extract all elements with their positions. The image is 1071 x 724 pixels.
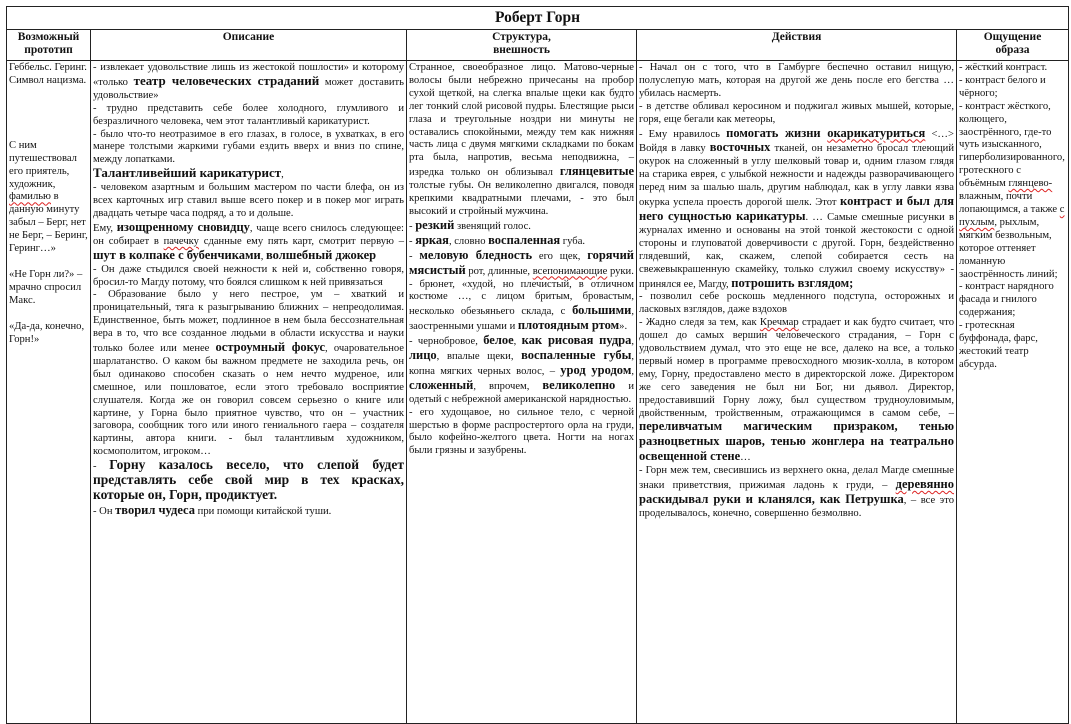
paragraph-spacer bbox=[9, 308, 88, 321]
paragraph bbox=[9, 140, 88, 256]
emphasis-text: как рисовая пудра bbox=[521, 333, 632, 348]
text-run: - чернобровое, bbox=[409, 336, 484, 348]
header-label-line: Описание bbox=[222, 31, 275, 43]
text-run: , чаще всего снилось следующее: он собирает в bbox=[93, 222, 404, 247]
paragraph bbox=[93, 167, 404, 182]
text-run: и одетый с небрежной американской нарядностью. bbox=[409, 380, 634, 405]
paragraph bbox=[9, 62, 88, 88]
text-run: - Начал он с того, что в Гамбурге беспечно оставил нищую, полуслепую мать, которая на другой же день после его бегства … убилась насмерть. bbox=[639, 62, 954, 99]
text-run: - контраст белого и чёрного; bbox=[959, 74, 1046, 99]
text-run: , bbox=[281, 169, 284, 181]
header-label-line: образа bbox=[995, 44, 1030, 56]
header-label-line: прототип bbox=[24, 44, 73, 56]
spellcheck-flagged-text: с пухлым bbox=[959, 203, 1065, 228]
text-run: - гротескная буффонада, фарс, жестокий театр абсурда. bbox=[959, 320, 1038, 370]
text-run: - позволил себе роскошь медленного подступа, осторожных и ласковых взглядов, даже вздохов bbox=[639, 291, 954, 316]
text-run: Геббельс. Геринг. Символ нацизма. bbox=[9, 62, 87, 86]
text-run: «Да-да, конечно, Горн!» bbox=[9, 320, 85, 345]
text-run: . … Самые смешные рисунки в журналах именно и основаны на этой тонкой жестокости с одной стороны и глуповатой доверчивости с другой. Горн, бездейственно глядевший, как, скажем, слепой собирается сесть на свежевыкрашенную скамейку, только служил своему искусству» - принялся ее, Магду, bbox=[639, 211, 954, 290]
text-run: , – все это проделывалось, конечно, совершенно безмолвно. bbox=[639, 495, 955, 519]
text-run: - трудно представить себе более холодного, глумливого и безразличного человека, чем этот талантливый карикатурист. bbox=[93, 102, 404, 127]
text-run: - контраст жёсткого, колющего, заострённого, где-то чуть изысканного, гиперболизированного, гротескного с объёмным bbox=[959, 100, 1065, 190]
text-run: , словно bbox=[448, 235, 489, 247]
paragraph bbox=[959, 75, 1066, 101]
text-run: рот, длинные, bbox=[465, 265, 533, 277]
cell-text bbox=[957, 61, 1068, 372]
emphasis-text: творил чудеса bbox=[115, 502, 195, 517]
text-run: - человеком азартным и большим мастером по части блефа, он из всех карточных игр ставил выше всего покер и в покер мог играть двадцать четыре часа подряд, а то и дольше. bbox=[93, 182, 404, 219]
emphasis-text: Горну казалось весело, что слепой будет представлять себе свой мир в тех красках, которые он, Горн, продиктует. bbox=[93, 457, 404, 502]
character-table bbox=[6, 6, 1069, 724]
emphasis-text: плотоядным ртом bbox=[517, 318, 620, 333]
paragraph-spacer bbox=[9, 256, 88, 269]
text-run: - bbox=[93, 461, 110, 473]
header-label-line: Действия bbox=[771, 31, 822, 43]
text-run: - в детстве обливал керосином и поджигал живых мышей, которые, горя, еще бегали как метеоры, bbox=[639, 100, 954, 125]
text-run: ». bbox=[619, 321, 628, 333]
text-run: «Не Горн ли?» – мрачно спросил Макс. bbox=[9, 268, 83, 306]
emphasis-text: воспаленная bbox=[488, 232, 561, 247]
text-run: С ним путешествовал его приятель, художник, bbox=[9, 139, 77, 190]
cell-text bbox=[407, 61, 636, 458]
text-run: тканей, он незаметно бросал тлеющий окурок на сложенный в углу шелковый товар и, одним глазом глядя на старика еврея, с улыбкой нежности и надежды разворачивающего перед ним за шалью шаль, другим наблюдал, как в углу лавки язва окурка успела проесть дорогой шелк. Этот bbox=[639, 143, 954, 209]
text-run: - его худощавое, но сильное тело, с черной шерстью в форме распростертого орла на груди, было кофейно-желтого цвета. Ногти на ногах были грязны и зазубрены. bbox=[409, 406, 634, 457]
emphasis-text: деревянно bbox=[895, 477, 954, 492]
header-description bbox=[91, 30, 407, 61]
text-run: - bbox=[409, 235, 416, 247]
emphasis-text: большими bbox=[572, 303, 632, 318]
cell-actions bbox=[637, 61, 957, 724]
emphasis-text: меловую бледность bbox=[419, 247, 533, 262]
paragraph bbox=[639, 317, 954, 465]
emphasis-text: горячий мясистый bbox=[409, 247, 634, 277]
paragraph bbox=[93, 504, 404, 519]
text-run: при помощи китайской туши. bbox=[195, 505, 332, 517]
text-run: , bbox=[631, 365, 634, 377]
paragraph bbox=[639, 127, 954, 292]
emphasis-text: Талантливейший карикатурист bbox=[93, 165, 282, 181]
text-run: - bbox=[409, 250, 420, 262]
header-label-line: внешность bbox=[493, 44, 550, 56]
emphasis-text: урод уродом bbox=[560, 362, 632, 377]
paragraph bbox=[959, 62, 1066, 75]
paragraph bbox=[93, 289, 404, 459]
text-run: , впалые щеки, bbox=[436, 351, 522, 363]
text-run: - брюнет, «худой, но плечистый, в отличном костюме …, с лицом бритым, бровастым, несколько обезьяньего склада, с bbox=[409, 278, 634, 318]
text-run: , заостренными ушами и bbox=[409, 306, 634, 333]
paragraph bbox=[959, 320, 1066, 372]
emphasis-text: великолепно bbox=[542, 377, 616, 392]
emphasis-text: помогать жизни bbox=[726, 125, 828, 140]
header-row bbox=[7, 30, 1069, 61]
text-run: - Ему нравилось bbox=[639, 128, 727, 140]
header-label-line: Структура, bbox=[492, 31, 551, 43]
text-run: <…> Войдя в лавку bbox=[639, 128, 954, 155]
emphasis-text: театр человеческих страданий bbox=[133, 72, 320, 88]
text-run: Ему, bbox=[93, 222, 117, 234]
text-run: , bbox=[260, 250, 266, 262]
paragraph bbox=[93, 264, 404, 290]
header-actions bbox=[637, 30, 957, 61]
paragraph bbox=[959, 281, 1066, 320]
emphasis-text: резкий bbox=[415, 217, 455, 232]
spellcheck-flagged-text: всепонимающие bbox=[532, 265, 608, 277]
cell-text bbox=[7, 61, 90, 347]
text-run: губа. bbox=[560, 235, 586, 247]
paragraph bbox=[639, 62, 954, 101]
text-run: толстые губы. Он великолепно двигался, поводя крепкими квадратными плечами, - это был высокий и стройный мужчина. bbox=[409, 180, 634, 217]
text-run: руки. bbox=[607, 265, 634, 277]
paragraph bbox=[639, 101, 954, 127]
header-structure-appearance bbox=[407, 30, 637, 61]
header-prototype bbox=[7, 30, 91, 61]
cell-structure-appearance bbox=[407, 61, 637, 724]
emphasis-text: переливчатым магическим призраком, тенью разноцветных шаров, тенью жонглера на театрально освещенной стене bbox=[639, 419, 954, 464]
cell-prototype bbox=[7, 61, 91, 724]
emphasis-text: окарикатуриться bbox=[827, 125, 926, 140]
text-run: страдает и как будто считает, что дошел до самых вершин человеческого страдания, – Горн с удовольствием думал, что это еще не все, далеко на все, а только первый номер в программе превосходного мюзик-холла, в котором ему, Горну, предоставлено место в директорской ложе. Директором же сего заведения не был ни Бог, ни дьявол. Директор, предоставивший Горну ложу, был существом трудноуловимым, двойственным, тройственным, отражающимся в самом себе, – bbox=[639, 317, 954, 419]
table-title: Роберт Горн bbox=[7, 7, 1069, 30]
cell-description bbox=[91, 61, 407, 724]
paragraph bbox=[959, 101, 1066, 282]
text-run: - жёсткий контраст. bbox=[959, 62, 1048, 73]
text-run: , bbox=[513, 336, 522, 348]
paragraph bbox=[409, 279, 634, 335]
emphasis-text: контраст и был для него сущностью карикатуры bbox=[639, 194, 954, 223]
emphasis-text: волшебный джокер bbox=[266, 247, 377, 262]
paragraph bbox=[409, 62, 634, 219]
text-run: в данную минуту забыл – Берг, нет не Берг, – Беринг, Геринг…» bbox=[9, 191, 88, 255]
text-run: , bbox=[631, 336, 635, 348]
emphasis-text: шут в колпаке с бубенчиками bbox=[93, 247, 261, 262]
spellcheck-flagged-text: фамилью bbox=[9, 191, 51, 203]
emphasis-text: белое bbox=[483, 333, 514, 348]
paragraph bbox=[409, 334, 634, 407]
emphasis-text: глянцевитые bbox=[559, 164, 634, 179]
emphasis-text: воспаленные губы bbox=[521, 348, 632, 363]
text-run: - Он даже стыдился своей нежности к ней и, собственно говоря, бросил-то Магду потому, что боялся слишком к ней привязаться bbox=[93, 263, 404, 288]
paragraph bbox=[93, 103, 404, 129]
paragraph-spacer bbox=[9, 88, 88, 140]
emphasis-text: восточных bbox=[709, 140, 771, 155]
text-run: , копна мягких черных волос, – bbox=[409, 351, 634, 377]
spellcheck-flagged-text: Кречмар bbox=[759, 317, 799, 329]
header-impression bbox=[957, 30, 1069, 61]
paragraph bbox=[93, 129, 404, 168]
text-run: - Жадно следя за тем, как bbox=[639, 317, 760, 329]
text-run: - Он bbox=[93, 505, 116, 517]
paragraph bbox=[93, 182, 404, 221]
text-run: - контраст нарядного фасада и гнилого содержания; bbox=[959, 281, 1054, 319]
text-run: , очаровательное шарлатанство. О каком бы важном предмете не заходила речь, он был одинаково способен сказать о нем нечто мудреное, или смешное, или пошловатое, если этого требовало восприятие слушателя. Когда же он говорил совсем серьезно о книге или картине, у Горна было приятное чувство, что он – участник заговора, сообщник того или иного гениального гаера – создателя картины, автора книги. - был талантливым художником, космополитом, игроком… bbox=[93, 343, 405, 458]
text-run: , рыхлым, мягким безвольным, которое оттеняет ломанную заострённость линий; bbox=[959, 216, 1058, 280]
emphasis-text: яркая bbox=[415, 232, 449, 247]
paragraph bbox=[9, 321, 88, 347]
cell-text bbox=[637, 61, 956, 521]
header-label-line: Возможный bbox=[17, 31, 80, 43]
text-run: - Образование было у него пестрое, ум – хваткий и проницательный, тяга к разыгрыванию ближних – непреодолимая. Единственное, быть может, подлинное в нем была бессознательная вера в то, что все созданное людьми в области искусства и науки только более или менее bbox=[93, 289, 404, 355]
paragraph bbox=[93, 62, 404, 103]
text-run: - извлекает удовольствие лишь из жестокой пошлости» и которому «только bbox=[93, 62, 404, 88]
text-run: , впрочем, bbox=[473, 380, 543, 392]
paragraph bbox=[93, 459, 404, 504]
header-label-line: Ощущение bbox=[983, 31, 1042, 43]
spellcheck-flagged-text: пачечку bbox=[163, 235, 199, 247]
text-run: может доставить удовольствие» bbox=[93, 76, 404, 101]
emphasis-text: лицо bbox=[409, 348, 437, 363]
paragraph bbox=[409, 249, 634, 279]
cell-text bbox=[91, 61, 406, 519]
cell-impression bbox=[957, 61, 1069, 724]
text-run: Странное, своеобразное лицо. Матово-черные волосы были небрежно причесаны на пробор сухой щеткой, на слегка впалые щеки как будто лег тонкий слой рисовой пудры. Блестящие рыси глаза и треугольные ноздри ни минуты не оставались спокойными, между тем как нижняя часть лица с двумя мягкими складками по бокам рта была, напротив, весьма неподвижна, – изредка только он облизывал bbox=[409, 62, 634, 179]
text-run: его щек, bbox=[532, 250, 588, 262]
spellcheck-flagged-text: глянцево- bbox=[1008, 178, 1053, 190]
text-run: … bbox=[740, 452, 751, 464]
content-row bbox=[7, 61, 1069, 724]
emphasis-text: сложенный bbox=[409, 377, 474, 392]
text-run: - было что-то неотразимое в его глазах, в голосе, в ухватках, в его манере толстыми жаркими губами ездить вверх и вниз по спине, между лопатками. bbox=[93, 128, 404, 166]
emphasis-text: остроумный фокус bbox=[215, 340, 326, 355]
text-run: - Горн меж тем, свесившись из верхнего окна, делал Магде смешные знаки приветствия, прижимая ладонь к груди, – bbox=[639, 465, 954, 492]
paragraph bbox=[639, 465, 954, 521]
paragraph bbox=[9, 269, 88, 308]
emphasis-text: раскидывал руки и кланялся, как Петрушка bbox=[639, 492, 904, 506]
emphasis-text: изощренному сновидцу bbox=[116, 219, 250, 234]
emphasis-text: потрошить взглядом; bbox=[731, 275, 854, 290]
paragraph bbox=[93, 221, 404, 264]
paragraph bbox=[409, 219, 634, 234]
text-run: сданные ему пять карт, смотрит первую – bbox=[198, 235, 404, 247]
text-run: звенящий голос. bbox=[454, 220, 531, 232]
paragraph bbox=[409, 234, 634, 249]
paragraph bbox=[409, 407, 634, 459]
text-run: - bbox=[409, 220, 416, 232]
paragraph bbox=[639, 291, 954, 317]
text-run: влажным, почти лопающимся, а также bbox=[959, 191, 1060, 215]
